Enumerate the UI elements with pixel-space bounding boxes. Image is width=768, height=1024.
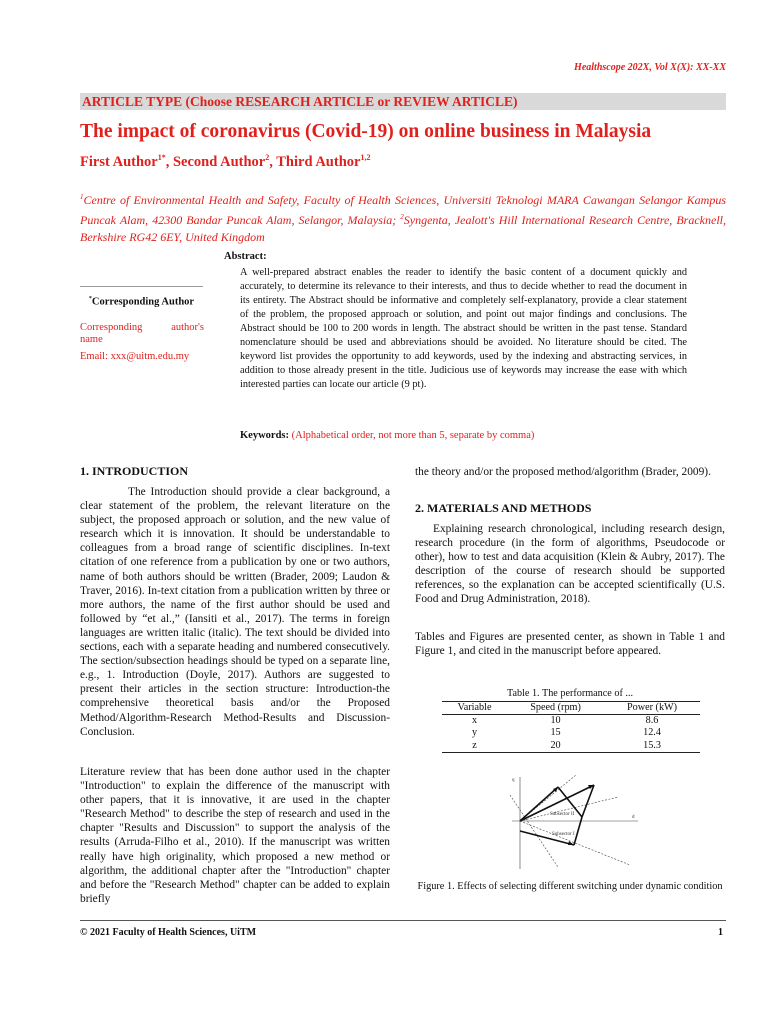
corresponding-sup: * <box>88 296 92 302</box>
corresponding-email[interactable]: Email: xxx@uitm.edu.my <box>80 351 190 362</box>
author-1: First Author <box>80 153 158 170</box>
affiliation-1: Centre of Environmental Health and Safety, Faculty of Health Sciences, Universiti Teknologi MARA Cawangan Selangor Kampus Puncak Alam, 42300 Bandar Puncak Alam, Selangor, Malaysia; <box>80 193 726 227</box>
affiliation-1-sup: 1 <box>80 193 84 201</box>
methods-heading: 2. MATERIALS AND METHODS <box>415 501 592 515</box>
table-cell: 15 <box>550 727 561 739</box>
figure-d-label: d <box>632 815 635 820</box>
table-cell: 15.3 <box>604 740 700 753</box>
figure-subsector-2-label: Subsector II <box>550 812 575 817</box>
figure-q-label: q <box>512 778 515 783</box>
journal-citation: Healthscope 202X, Vol X(X): XX-XX <box>574 62 726 73</box>
keywords <box>240 430 534 441</box>
affiliation-2: Syngenta, Jealott's Hill International Research Centre, Bracknell, Berkshire RG42 6EY, United Kingdom <box>80 213 726 244</box>
article-type: ARTICLE TYPE (Choose RESEARCH ARTICLE or REVIEW ARTICLE) <box>82 94 518 109</box>
figure-1-caption: Figure 1. Effects of selecting different switching under dynamic condition <box>417 881 723 892</box>
methods-paragraph-1: Explaining research chronological, including research design, research procedure (in the form of algorithms, Pseudocode or other), how to test and data acquisition (Klein & Aubry, 2017). The description of the course of research should be supported references, so the explanation can be accepted scientifically (U.S. Food and Drug Administration, 2018). <box>415 523 725 606</box>
keywords-text: (Alphabetical order, not more than 5, separate by comma) <box>291 430 535 441</box>
corresponding-title-text: Corresponding Author <box>91 296 195 308</box>
introduction-heading: 1. INTRODUCTION <box>80 464 189 478</box>
table-header-cell: Variable <box>442 702 507 715</box>
table-row <box>442 715 700 728</box>
figure-1-vector-diagram <box>498 773 642 873</box>
corresponding-author-title <box>80 296 203 308</box>
page-number: 1 <box>718 927 723 938</box>
footer-copyright: © 2021 Faculty of Health Sciences, UiTM <box>80 927 257 938</box>
footer-divider <box>80 920 726 921</box>
table-header-cell: Speed (rpm) <box>507 702 604 715</box>
introduction-paragraph-2-continued: the theory and/or the proposed method/algorithm (Brader, 2009). <box>415 466 711 478</box>
table-cell: x <box>471 715 478 726</box>
table-cell: 10 <box>550 715 561 726</box>
corresponding-name-line2: name <box>80 334 103 345</box>
table-cell: 20 <box>507 740 604 753</box>
abstract-label: Abstract: <box>224 251 267 262</box>
author-3: , Third Author <box>269 153 361 170</box>
table-header-cell: Power (kW) <box>604 702 700 715</box>
paper-title: The impact of coronavirus (Covid-19) on online business in Malaysia <box>80 121 652 142</box>
affiliation-2-sup: 2 <box>400 213 404 221</box>
table-header-row <box>442 702 700 715</box>
abstract-text: A well-prepared abstract enables the reader to identify the basic content of a document quickly and accurately, to determine its relevance to their interests, and thus to decide whether to read the document in its entirety. The Abstract should be informative and completely self-explanatory, provide a clear statement of the problem, the proposed approach or solution, and point out major findings and conclusions. The Abstract should be 100 to 200 words in length. The abstract should be written in the past tense. Standard nomenclature should be used and abbreviations should be avoided. No literature should be cited. The keyword list provides the opportunity to add keywords, used by the indexing and abstracting services, in addition to those already present in the title. Judicious use of keywords may increase the ease with which interested parties can locate our article (9 pt). <box>240 267 687 390</box>
table-row <box>442 727 700 740</box>
figure-arrowhead <box>568 841 574 845</box>
author-3-sup: 1,2 <box>360 153 371 162</box>
table-cell: 8.6 <box>645 715 659 726</box>
table-row <box>442 740 700 753</box>
author-2-sup: 2 <box>265 153 270 162</box>
table-1 <box>442 701 700 753</box>
author-2: , Second Author <box>165 153 266 170</box>
table-1-caption: Table 1. The performance of ... <box>506 688 634 699</box>
author-list <box>80 153 370 171</box>
table-cell: y <box>471 727 478 739</box>
corresponding-name-line1: Corresponding author's <box>80 322 204 333</box>
author-1-sup: 1* <box>157 153 166 162</box>
figure-subsector-1-label: Subsector I <box>552 832 575 837</box>
table-cell: z <box>442 740 507 753</box>
corresponding-divider <box>80 286 203 287</box>
methods-paragraph-2: Tables and Figures are presented center, as shown in Table 1 and Figure 1, and cited in the manuscript before appeared. <box>415 631 725 658</box>
introduction-paragraph-1: The Introduction should provide a clear background, a clear statement of the problem, the relevant literature on the subject, the proposed approach or solution, and the new value of research which it is innovation. It should be understandable to colleagues from a broad range of scientific disciplines. In-text citation of one reference from a publication by one or two authors, name of both authors should be written (Brader, 2009; Laudon & Traver, 2016). In-text citation from a publication written by three or more authors, the name of the first author should be used and followed by “et al.,” (Iansiti et al., 2017). The terms in foreign languages are written italic (italic). The text should be divided into sections, each with a separate heading and numbered consecutively. The section/subsection headings should be typed on a separate line, e.g., 1. Introduction (Doyle, 2017). Authors are suggested to present their articles in the section structure: Introduction-the comprehensive theoretical basis and/or the Proposed Method/Algorithm-Research Method-Results and Discussion-Conclusion. <box>80 486 390 738</box>
keywords-label: Keywords: <box>240 430 292 441</box>
table-cell: 12.4 <box>643 727 661 739</box>
affiliations <box>80 189 726 246</box>
introduction-paragraph-2: Literature review that has been done author used in the chapter "Introduction" to explain the difference of the manuscript with other papers, that it is innovative, it are used in the chapter "Research Method" to describe the step of research and used in the chapter "Results and Discussion" to support the analysis of the results (Arruda-Filho et al., 2010). If the manuscript was written really have high originality, which proposed a new method or algorithm, the additional chapter after the "Introduction" chapter and before the "Research Method" chapter can be added to explain briefly <box>80 766 390 905</box>
